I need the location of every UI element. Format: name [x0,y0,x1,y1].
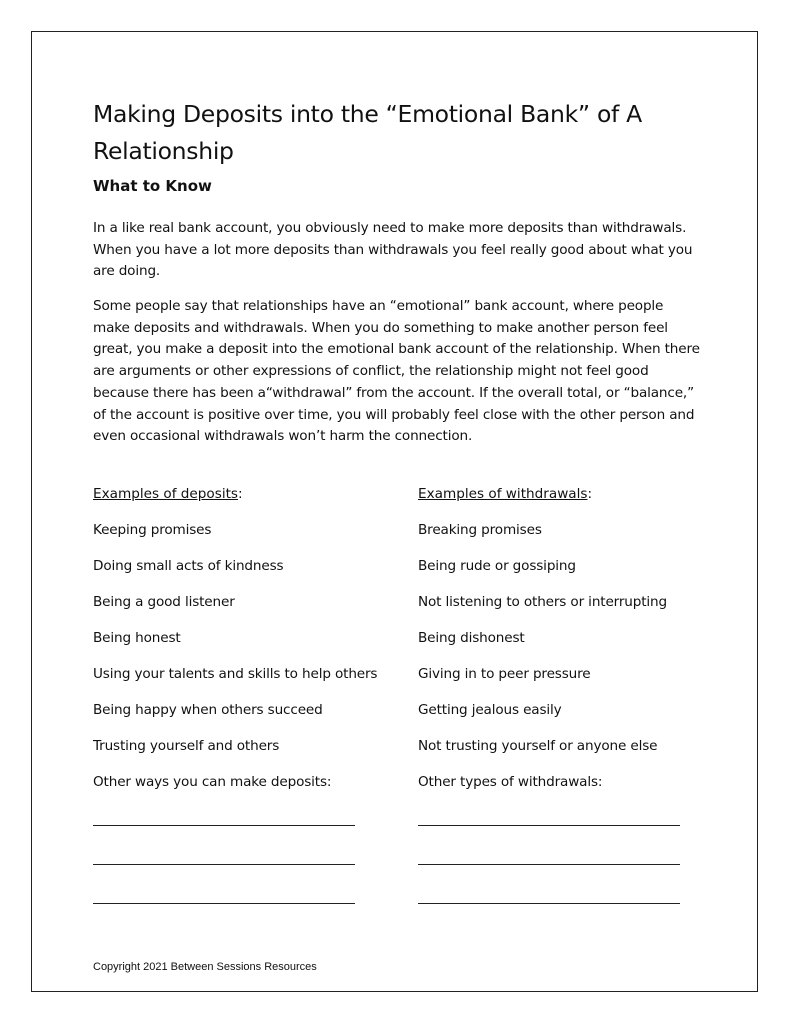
deposits-header-text: Examples of deposits [93,486,239,502]
page-title: Making Deposits into the “Emotional Bank” of A Relationship [93,100,642,165]
withdrawal-blank-line[interactable] [418,824,680,826]
deposit-blank-line[interactable] [93,863,355,865]
withdrawal-blanks [418,824,680,941]
deposit-blank-line[interactable] [93,824,355,826]
withdrawals-header-text: Examples of withdrawals [418,486,588,502]
deposits-header-colon: : [238,486,243,502]
deposit-item: Trusting yourself and others [93,738,280,754]
withdrawal-item: Being rude or gossiping [418,558,576,574]
withdrawal-item: Being dishonest [418,630,525,646]
withdrawal-item: Not listening to others or interrupting [418,594,668,610]
deposit-blanks [93,824,355,941]
deposit-other-prompt: Other ways you can make deposits: [93,774,332,790]
deposit-item: Doing small acts of kindness [93,558,284,574]
deposit-blank-line[interactable] [93,902,355,904]
withdrawal-blank-line[interactable] [418,863,680,865]
explanation-paragraph: Some people say that relationships have an “emotional” bank account, where people make deposits and withdrawals. When you do something to make another person feel great, you make a deposit into the emotional bank account of the relationship. When there are arguments or other expressions of conflict, the relationship might not feel good because there has been a“withdrawal” from the account. If the overall total, or “balance,” of the account is positive over time, you will probably feel close with the other person and even occasional withdrawals won’t harm the connection. [93,298,700,445]
deposit-item: Being honest [93,630,181,646]
withdrawal-item: Getting jealous easily [418,702,562,718]
intro-paragraph: In a like real bank account, you obviously need to make more deposits than withdrawals. When you have a lot more deposits than withdrawals you feel really good about what you are doing. [93,220,693,280]
withdrawals-column [418,484,718,808]
withdrawal-other-prompt: Other types of withdrawals: [418,774,603,790]
withdrawal-item: Breaking promises [418,522,542,538]
deposits-column [93,484,413,808]
deposit-item: Being a good listener [93,594,235,610]
withdrawal-item: Giving in to peer pressure [418,666,591,682]
withdrawals-header [418,484,718,520]
deposit-item: Using your talents and skills to help others [93,666,378,682]
deposit-item: Keeping promises [93,522,212,538]
withdrawals-header-colon: : [587,486,593,502]
deposit-item: Being happy when others succeed [93,702,323,718]
withdrawal-blank-line[interactable] [418,902,680,904]
withdrawal-item: Not trusting yourself or anyone else [418,738,658,754]
copyright-footer: Copyright 2021 Between Sessions Resources [93,961,317,973]
deposits-header [93,484,413,520]
section-heading: What to Know [93,177,212,195]
